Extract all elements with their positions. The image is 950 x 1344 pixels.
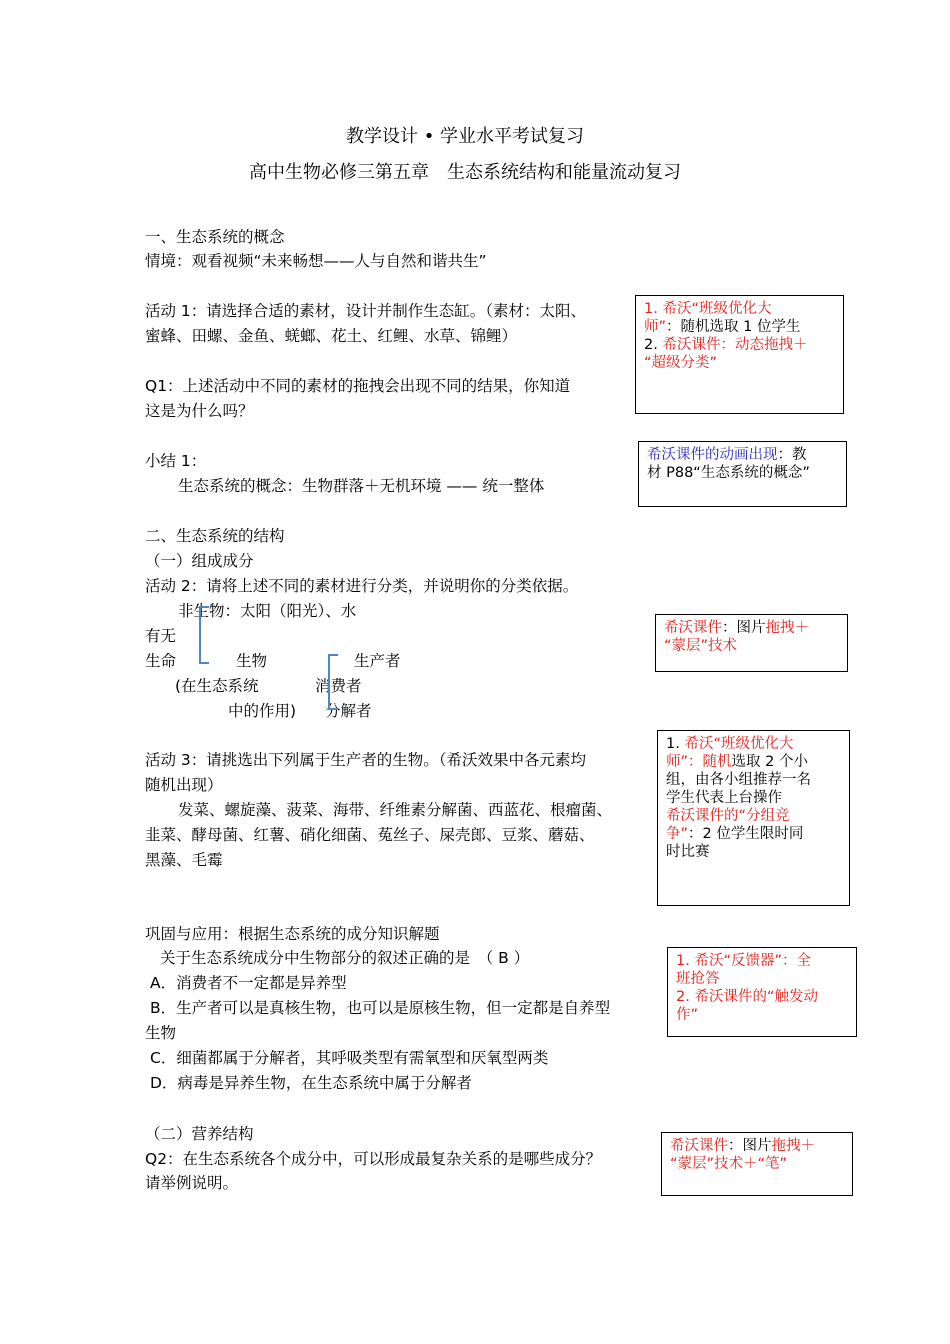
activity1-line1: 活动 1：请选择合适的素材，设计并制作生态缸。（素材：太阳、 bbox=[145, 302, 587, 320]
bracket-living-nonliving bbox=[199, 606, 209, 664]
note6-text: 拖拽＋ bbox=[771, 1138, 815, 1154]
note1-text: “超级分类” bbox=[644, 355, 718, 371]
note6-text: “蒙层”技术＋“笔” bbox=[670, 1156, 788, 1172]
decomposer-text: 分解者 bbox=[325, 702, 372, 720]
note1-text: 1. 希沃“班级优化大 bbox=[644, 301, 772, 317]
q1-line1: Q1：上述活动中不同的素材的拖拽会出现不同的结果，你知道 bbox=[145, 377, 571, 395]
page-title: 教学设计 • 学业水平考试复习 bbox=[346, 126, 585, 147]
q2-line2: 请举例说明。 bbox=[145, 1174, 239, 1192]
producer-text: 生产者 bbox=[354, 652, 401, 670]
note1-text: 希沃课件：动态拖拽＋ bbox=[662, 337, 808, 353]
scenario-text: 情境：观看视频“未来畅想——人与自然和谐共生” bbox=[145, 252, 487, 270]
question-text: 关于生态系统成分中生物部分的叙述正确的是 （ B ） bbox=[160, 949, 530, 967]
note5-text: 1. 希沃“反馈器”：全 bbox=[676, 953, 811, 969]
note2-text: 材 P88“生态系统的概念” bbox=[647, 465, 810, 481]
subsection2-heading: （二）营养结构 bbox=[145, 1125, 254, 1143]
note-box-2 bbox=[638, 441, 847, 507]
shengwu-text: 生物 bbox=[236, 652, 268, 670]
note3-text: 拖拽＋ bbox=[765, 620, 809, 636]
bracket-organism-roles bbox=[328, 654, 338, 710]
section1-heading: 一、生态系统的概念 bbox=[145, 228, 285, 246]
note4-text: 选取 2 个小 bbox=[731, 754, 808, 770]
youwu-text: 有无 bbox=[145, 627, 177, 645]
activity1-line2: 蜜蜂、田螺、金鱼、蜣螂、花土、红鲤、水草、锦鲤） bbox=[145, 327, 518, 345]
role-line2: 中的作用) bbox=[228, 702, 297, 720]
note-box-4 bbox=[657, 730, 850, 906]
note4-text: 组，由各小组推荐一名 bbox=[666, 772, 811, 788]
note6-text: ：图片 bbox=[728, 1138, 772, 1154]
note1-text: ：随机选取 1 位学生 bbox=[666, 319, 801, 335]
organisms-line3: 黑藻、毛霉 bbox=[145, 851, 223, 869]
q2-line1: Q2：在生态系统各个成分中，可以形成最复杂关系的是哪些成分？ bbox=[145, 1150, 602, 1168]
note4-text: 希沃“班级优化大 bbox=[684, 736, 794, 752]
section2-heading: 二、生态系统的结构 bbox=[145, 527, 285, 545]
note3-text: “蒙层”技术 bbox=[664, 638, 738, 654]
activity3-line2: 随机出现） bbox=[145, 776, 223, 794]
activity2-text: 活动 2：请将上述不同的素材进行分类，并说明你的分类依据。 bbox=[145, 577, 579, 595]
organisms-line2: 韭菜、酵母菌、红薯、硝化细菌、菟丝子、屎壳郎、豆浆、蘑菇、 bbox=[145, 826, 595, 844]
note4-text: 学生代表上台操作 bbox=[666, 790, 782, 806]
note-box-1 bbox=[635, 295, 844, 414]
q1-line2: 这是为什么吗？ bbox=[145, 402, 254, 420]
nonliving-text: 非生物：太阳（阳光）、水 bbox=[178, 602, 357, 620]
note4-text: ：2 位学生限时同 bbox=[688, 826, 804, 842]
organisms-line1: 发菜、螺旋藻、菠菜、海带、纤维素分解菌、西蓝花、根瘤菌、 bbox=[178, 801, 613, 819]
option-d: D．病毒是异养生物，在生态系统中属于分解者 bbox=[150, 1074, 472, 1092]
note-box-5 bbox=[667, 947, 857, 1037]
page-subtitle: 高中生物必修三第五章 生态系统结构和能量流动复习 bbox=[249, 162, 681, 183]
note3-text: 希沃课件 bbox=[664, 620, 722, 636]
note5-text: 作” bbox=[676, 1007, 699, 1023]
note5-text: 2. 希沃课件的“触发动 bbox=[676, 989, 818, 1005]
note4-text: 师”：随机 bbox=[666, 754, 732, 770]
note-box-6 bbox=[661, 1132, 853, 1196]
summary-label: 小结 1： bbox=[145, 452, 207, 470]
note1-text: 师” bbox=[644, 319, 667, 335]
consumer-text: 消费者 bbox=[315, 677, 362, 695]
activity3-line1: 活动 3：请挑选出下列属于生产者的生物。（希沃效果中各元素均 bbox=[145, 751, 587, 769]
note-box-3 bbox=[655, 614, 848, 672]
note5-text: 班抢答 bbox=[676, 971, 720, 987]
role-line1: (在生态系统 bbox=[175, 677, 259, 695]
note6-text: 希沃课件 bbox=[670, 1138, 728, 1154]
option-a: A．消费者不一定都是异养型 bbox=[150, 974, 347, 992]
summary-text: 生态系统的概念：生物群落＋无机环境 —— 统一整体 bbox=[178, 477, 545, 495]
note4-text: 争” bbox=[666, 826, 689, 842]
option-b-line2: 生物 bbox=[145, 1024, 177, 1042]
option-c: C．细菌都属于分解者，其呼吸类型有需氧型和厌氧型两类 bbox=[150, 1049, 549, 1067]
note2-text: ：教 bbox=[777, 447, 807, 463]
subsection1-heading: （一）组成成分 bbox=[145, 552, 254, 570]
note4-text: 希沃课件的“分组竞 bbox=[666, 808, 790, 824]
note4-text: 时比赛 bbox=[666, 844, 710, 860]
shengming-text: 生命 bbox=[145, 652, 177, 670]
option-b-line1: B．生产者可以是真核生物，也可以是原核生物，但一定都是自养型 bbox=[150, 999, 611, 1017]
note1-text: 2. bbox=[644, 337, 663, 353]
note2-text: 希沃课件的动画出现 bbox=[647, 447, 778, 463]
note4-text: 1. bbox=[666, 736, 685, 752]
consolidate-heading: 巩固与应用：根据生态系统的成分知识解题 bbox=[145, 925, 440, 943]
note3-text: ：图片 bbox=[722, 620, 766, 636]
